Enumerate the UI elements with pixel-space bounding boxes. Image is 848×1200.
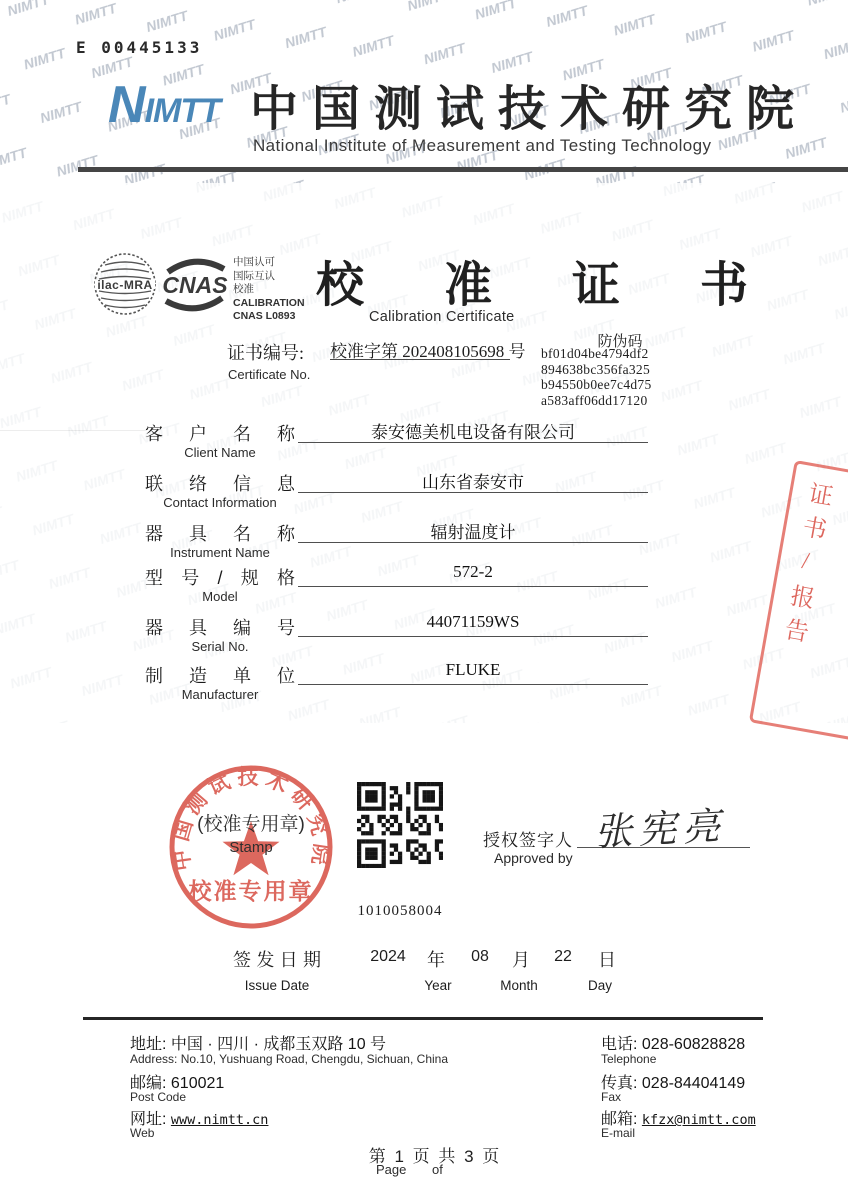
side-report-stamp-text: 证书/报告 bbox=[776, 479, 833, 654]
approved-by-label-en: Approved by bbox=[494, 850, 573, 866]
field-row-serial-no bbox=[145, 614, 655, 658]
field-row-manufacturer bbox=[145, 662, 655, 706]
calibration-stamp bbox=[167, 763, 337, 933]
field-label-en: Model bbox=[202, 589, 238, 604]
issue-month-label-en: Month bbox=[500, 978, 538, 993]
field-label-cn: 器具编号 bbox=[145, 618, 295, 638]
antifake-code-line: bf01d04be4794df2 bbox=[541, 346, 649, 361]
issue-date-label-cn: 签发日期 bbox=[233, 950, 321, 970]
signature-handwriting: 张宪亮 bbox=[593, 805, 728, 855]
issue-day-label-en: Day bbox=[587, 978, 612, 993]
stamp-ring-text: 中国测试技术研究院 bbox=[167, 764, 335, 873]
stamp-bottom-text: 校准专用章 bbox=[188, 879, 314, 904]
issue-year-label-en: Year bbox=[424, 978, 452, 993]
accreditation-line: CALIBRATION bbox=[233, 296, 305, 309]
issue-month-unit: 月 bbox=[512, 950, 530, 970]
footer-fax-en: Fax bbox=[601, 1090, 622, 1104]
page-number-en-label: Page bbox=[376, 1162, 407, 1177]
antifake-code-line: a583aff06dd17120 bbox=[541, 393, 648, 409]
certificate-title-cn: 校准证书 bbox=[316, 259, 829, 312]
footer-address-cn bbox=[130, 1031, 386, 1054]
ilac-mra-label: ilac-MRA bbox=[97, 278, 153, 292]
stamp-printed-label-cn: (校准专用章) bbox=[197, 814, 305, 835]
scan-crease bbox=[0, 430, 146, 431]
field-label-en: Instrument Name bbox=[170, 545, 270, 560]
accreditation-line: 中国认可 bbox=[233, 256, 275, 268]
nimtt-logo: NIMTT bbox=[108, 76, 220, 134]
accreditation-text bbox=[233, 256, 305, 324]
web-label: 网址: bbox=[130, 1111, 167, 1128]
accreditation-line: 国际互认 bbox=[233, 269, 275, 282]
postcode-value: 610021 bbox=[170, 1075, 225, 1092]
field-label-en: Client Name bbox=[184, 445, 256, 460]
address-value: 中国 · 四川 · 成都玉双路 10 号 bbox=[170, 1036, 387, 1053]
qr-code bbox=[357, 782, 443, 868]
cnas-label: CNAS bbox=[162, 272, 228, 298]
page-number-en-of: of bbox=[432, 1162, 443, 1177]
stamp-printed-label-en: Stamp bbox=[229, 839, 273, 856]
address-label: 地址: bbox=[130, 1036, 167, 1053]
institute-title-cn: 中国测试技术研究院 bbox=[250, 83, 809, 136]
accreditation-line: 校准 bbox=[233, 283, 254, 295]
cert-no-label-cn: 证书编号: bbox=[227, 343, 305, 363]
field-row-contact-info bbox=[145, 470, 655, 514]
page-number-cn: 第 1 页 共 3 页 bbox=[368, 1147, 502, 1166]
field-row-client-name bbox=[145, 420, 655, 464]
web-url: www.nimtt.cn bbox=[170, 1112, 269, 1128]
field-value: 泰安德美机电设备有限公司 bbox=[298, 418, 648, 443]
cert-no-label-en: Certificate No. bbox=[228, 367, 311, 382]
issue-year-value: 2024 bbox=[370, 948, 406, 965]
issue-month-value: 08 bbox=[471, 948, 489, 965]
fax-label: 传真: bbox=[601, 1075, 638, 1092]
issue-day-unit: 日 bbox=[598, 950, 616, 970]
email-label: 邮箱: bbox=[601, 1111, 638, 1128]
field-row-model bbox=[145, 564, 655, 608]
footer-fax-cn bbox=[601, 1070, 745, 1093]
antifake-code-line: 894638bc356fa325 bbox=[541, 361, 651, 377]
field-row-instrument-name bbox=[145, 520, 655, 564]
footer-divider bbox=[83, 1017, 763, 1020]
footer-address-en: Address: No.10, Yushuang Road, Chengdu, Sichuan, China bbox=[130, 1052, 448, 1066]
field-label-cn: 器具名称 bbox=[145, 524, 295, 544]
field-label-cn: 客户名称 bbox=[145, 424, 295, 444]
footer-email-en: E-mail bbox=[601, 1126, 636, 1140]
cnas-logo bbox=[160, 257, 230, 313]
certificate-title-en: Calibration Certificate bbox=[369, 309, 515, 325]
field-value: FLUKE bbox=[298, 660, 648, 685]
cert-no-value: 校准字第 202408105698 号 bbox=[330, 337, 510, 360]
field-label-cn: 联络信息 bbox=[145, 474, 295, 494]
footer-tel-cn bbox=[601, 1031, 745, 1054]
email-value: kfzx@nimtt.com bbox=[641, 1112, 756, 1128]
field-value: 山东省泰安市 bbox=[298, 468, 648, 493]
field-label-en: Serial No. bbox=[191, 639, 249, 654]
tel-label: 电话: bbox=[601, 1036, 638, 1053]
postcode-label: 邮编: bbox=[130, 1075, 167, 1092]
fax-value: 028-84404149 bbox=[641, 1075, 746, 1092]
document-serial-number: E 00445133 bbox=[76, 38, 203, 57]
field-value: 572-2 bbox=[298, 562, 648, 587]
ilac-mra-logo bbox=[93, 251, 157, 317]
issue-date-label-en: Issue Date bbox=[244, 978, 310, 993]
field-value: 辐射温度计 bbox=[298, 518, 648, 543]
antifake-codes bbox=[541, 346, 652, 409]
accreditation-line: CNAS L0893 bbox=[233, 310, 296, 322]
footer-tel-en: Telephone bbox=[601, 1052, 657, 1066]
field-label-en: Contact Information bbox=[163, 495, 277, 510]
issue-day-value: 22 bbox=[554, 948, 572, 965]
field-label-en: Manufacturer bbox=[181, 687, 259, 702]
field-label-cn: 制造单位 bbox=[145, 666, 295, 686]
field-label-cn: 型号/规格 bbox=[145, 568, 295, 588]
institute-title-en: National Institute of Measurement and Testing Technology bbox=[253, 136, 712, 155]
antifake-code-line: b94550b0ee7c4d75 bbox=[541, 377, 652, 393]
header-divider bbox=[78, 167, 848, 172]
field-value: 44071159WS bbox=[298, 612, 648, 637]
antifake-label: 防伪码 bbox=[597, 334, 643, 350]
qr-code-number: 1010058004 bbox=[357, 903, 443, 919]
footer-postcode-en: Post Code bbox=[130, 1090, 187, 1104]
tel-value: 028-60828828 bbox=[641, 1036, 746, 1053]
approved-by-label-cn: 授权签字人 bbox=[483, 831, 573, 850]
footer-web-en: Web bbox=[130, 1126, 155, 1140]
issue-year-unit: 年 bbox=[427, 950, 445, 970]
